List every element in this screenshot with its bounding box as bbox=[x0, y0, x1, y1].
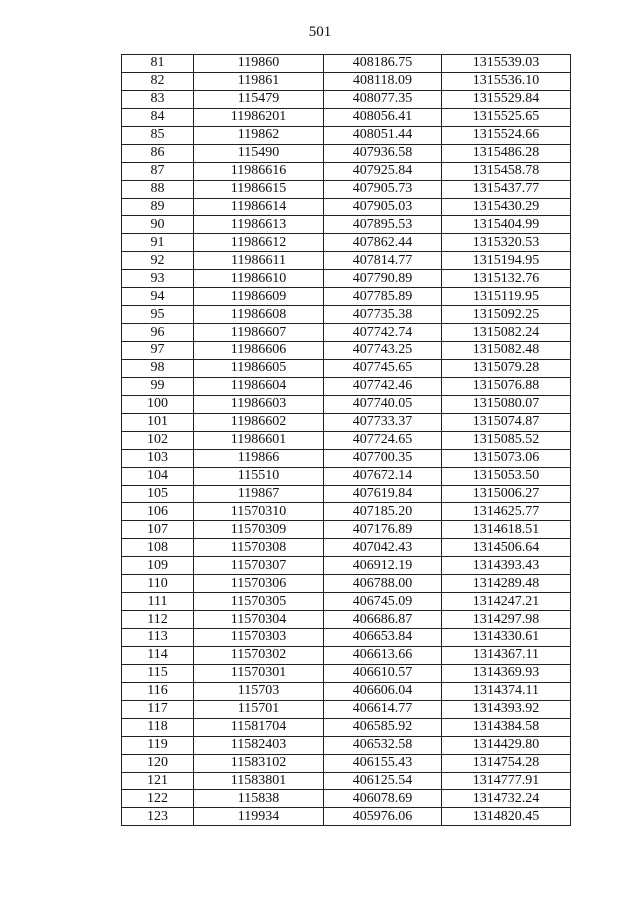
row-number-cell: 84 bbox=[122, 108, 194, 126]
x-coordinate-cell: 406614.77 bbox=[324, 700, 442, 718]
y-coordinate-cell: 1315080.07 bbox=[442, 395, 571, 413]
point-id-cell: 11986616 bbox=[194, 162, 324, 180]
row-number-cell: 99 bbox=[122, 377, 194, 395]
x-coordinate-cell: 407176.89 bbox=[324, 521, 442, 539]
table-row bbox=[122, 431, 571, 449]
point-id-cell: 11986601 bbox=[194, 431, 324, 449]
row-number-cell: 116 bbox=[122, 682, 194, 700]
row-number-cell: 105 bbox=[122, 485, 194, 503]
table-row bbox=[122, 682, 571, 700]
table-row bbox=[122, 55, 571, 73]
x-coordinate-cell: 406585.92 bbox=[324, 718, 442, 736]
y-coordinate-cell: 1315006.27 bbox=[442, 485, 571, 503]
x-coordinate-cell: 408186.75 bbox=[324, 55, 442, 73]
point-id-cell: 11570306 bbox=[194, 575, 324, 593]
point-id-cell: 11986201 bbox=[194, 108, 324, 126]
y-coordinate-cell: 1314777.91 bbox=[442, 772, 571, 790]
table-row bbox=[122, 467, 571, 485]
y-coordinate-cell: 1315073.06 bbox=[442, 449, 571, 467]
y-coordinate-cell: 1315430.29 bbox=[442, 198, 571, 216]
row-number-cell: 114 bbox=[122, 646, 194, 664]
table-row bbox=[122, 790, 571, 808]
point-id-cell: 119860 bbox=[194, 55, 324, 73]
y-coordinate-cell: 1314247.21 bbox=[442, 593, 571, 611]
table-row bbox=[122, 485, 571, 503]
y-coordinate-cell: 1315085.52 bbox=[442, 431, 571, 449]
row-number-cell: 108 bbox=[122, 539, 194, 557]
row-number-cell: 112 bbox=[122, 611, 194, 629]
x-coordinate-cell: 407925.84 bbox=[324, 162, 442, 180]
table-row bbox=[122, 395, 571, 413]
table-row bbox=[122, 521, 571, 539]
table-row bbox=[122, 198, 571, 216]
x-coordinate-cell: 407724.65 bbox=[324, 431, 442, 449]
point-id-cell: 11570301 bbox=[194, 664, 324, 682]
x-coordinate-cell: 405976.06 bbox=[324, 808, 442, 826]
table-row bbox=[122, 377, 571, 395]
row-number-cell: 111 bbox=[122, 593, 194, 611]
x-coordinate-cell: 407905.03 bbox=[324, 198, 442, 216]
x-coordinate-cell: 407745.65 bbox=[324, 359, 442, 377]
table-row bbox=[122, 180, 571, 198]
row-number-cell: 118 bbox=[122, 718, 194, 736]
x-coordinate-cell: 407936.58 bbox=[324, 144, 442, 162]
point-id-cell: 11570309 bbox=[194, 521, 324, 539]
table-row bbox=[122, 108, 571, 126]
point-id-cell: 119934 bbox=[194, 808, 324, 826]
y-coordinate-cell: 1315320.53 bbox=[442, 234, 571, 252]
point-id-cell: 115838 bbox=[194, 790, 324, 808]
point-id-cell: 11986603 bbox=[194, 395, 324, 413]
table-row bbox=[122, 611, 571, 629]
x-coordinate-cell: 408077.35 bbox=[324, 90, 442, 108]
row-number-cell: 107 bbox=[122, 521, 194, 539]
y-coordinate-cell: 1315529.84 bbox=[442, 90, 571, 108]
row-number-cell: 95 bbox=[122, 306, 194, 324]
point-id-cell: 11986602 bbox=[194, 413, 324, 431]
x-coordinate-cell: 407895.53 bbox=[324, 216, 442, 234]
y-coordinate-cell: 1314393.92 bbox=[442, 700, 571, 718]
table-row bbox=[122, 162, 571, 180]
x-coordinate-cell: 406610.57 bbox=[324, 664, 442, 682]
point-id-cell: 119867 bbox=[194, 485, 324, 503]
x-coordinate-cell: 407862.44 bbox=[324, 234, 442, 252]
x-coordinate-cell: 406606.04 bbox=[324, 682, 442, 700]
x-coordinate-cell: 406078.69 bbox=[324, 790, 442, 808]
table-row bbox=[122, 449, 571, 467]
row-number-cell: 91 bbox=[122, 234, 194, 252]
row-number-cell: 110 bbox=[122, 575, 194, 593]
y-coordinate-cell: 1315458.78 bbox=[442, 162, 571, 180]
y-coordinate-cell: 1314732.24 bbox=[442, 790, 571, 808]
x-coordinate-cell: 407733.37 bbox=[324, 413, 442, 431]
point-id-cell: 11986613 bbox=[194, 216, 324, 234]
row-number-cell: 122 bbox=[122, 790, 194, 808]
row-number-cell: 87 bbox=[122, 162, 194, 180]
row-number-cell: 90 bbox=[122, 216, 194, 234]
point-id-cell: 11986614 bbox=[194, 198, 324, 216]
y-coordinate-cell: 1315082.24 bbox=[442, 324, 571, 342]
y-coordinate-cell: 1314297.98 bbox=[442, 611, 571, 629]
row-number-cell: 86 bbox=[122, 144, 194, 162]
row-number-cell: 117 bbox=[122, 700, 194, 718]
y-coordinate-cell: 1315524.66 bbox=[442, 126, 571, 144]
x-coordinate-cell: 407700.35 bbox=[324, 449, 442, 467]
row-number-cell: 101 bbox=[122, 413, 194, 431]
point-id-cell: 119866 bbox=[194, 449, 324, 467]
y-coordinate-cell: 1315079.28 bbox=[442, 359, 571, 377]
point-id-cell: 115701 bbox=[194, 700, 324, 718]
y-coordinate-cell: 1315092.25 bbox=[442, 306, 571, 324]
x-coordinate-cell: 407790.89 bbox=[324, 270, 442, 288]
row-number-cell: 89 bbox=[122, 198, 194, 216]
point-id-cell: 11582403 bbox=[194, 736, 324, 754]
point-id-cell: 115479 bbox=[194, 90, 324, 108]
table-row bbox=[122, 575, 571, 593]
point-id-cell: 11986606 bbox=[194, 342, 324, 360]
row-number-cell: 97 bbox=[122, 342, 194, 360]
y-coordinate-cell: 1314374.11 bbox=[442, 682, 571, 700]
y-coordinate-cell: 1315539.03 bbox=[442, 55, 571, 73]
table-row bbox=[122, 252, 571, 270]
table-row bbox=[122, 539, 571, 557]
y-coordinate-cell: 1315437.77 bbox=[442, 180, 571, 198]
table-row bbox=[122, 90, 571, 108]
y-coordinate-cell: 1314393.43 bbox=[442, 557, 571, 575]
x-coordinate-cell: 407185.20 bbox=[324, 503, 442, 521]
row-number-cell: 102 bbox=[122, 431, 194, 449]
x-coordinate-cell: 407785.89 bbox=[324, 288, 442, 306]
row-number-cell: 81 bbox=[122, 55, 194, 73]
point-id-cell: 119862 bbox=[194, 126, 324, 144]
point-id-cell: 115510 bbox=[194, 467, 324, 485]
row-number-cell: 120 bbox=[122, 754, 194, 772]
table-row bbox=[122, 646, 571, 664]
table-row bbox=[122, 270, 571, 288]
y-coordinate-cell: 1315525.65 bbox=[442, 108, 571, 126]
x-coordinate-cell: 407042.43 bbox=[324, 539, 442, 557]
table-row bbox=[122, 234, 571, 252]
y-coordinate-cell: 1314384.58 bbox=[442, 718, 571, 736]
x-coordinate-cell: 407672.14 bbox=[324, 467, 442, 485]
point-id-cell: 11986607 bbox=[194, 324, 324, 342]
table-row bbox=[122, 216, 571, 234]
x-coordinate-cell: 408056.41 bbox=[324, 108, 442, 126]
row-number-cell: 115 bbox=[122, 664, 194, 682]
point-id-cell: 11570310 bbox=[194, 503, 324, 521]
point-id-cell: 119861 bbox=[194, 72, 324, 90]
row-number-cell: 92 bbox=[122, 252, 194, 270]
row-number-cell: 96 bbox=[122, 324, 194, 342]
point-id-cell: 115490 bbox=[194, 144, 324, 162]
x-coordinate-cell: 407905.73 bbox=[324, 180, 442, 198]
row-number-cell: 100 bbox=[122, 395, 194, 413]
point-id-cell: 11986604 bbox=[194, 377, 324, 395]
y-coordinate-cell: 1315074.87 bbox=[442, 413, 571, 431]
table-row bbox=[122, 808, 571, 826]
x-coordinate-cell: 408118.09 bbox=[324, 72, 442, 90]
table-row bbox=[122, 144, 571, 162]
x-coordinate-cell: 408051.44 bbox=[324, 126, 442, 144]
table-row bbox=[122, 664, 571, 682]
x-coordinate-cell: 407619.84 bbox=[324, 485, 442, 503]
x-coordinate-cell: 407742.46 bbox=[324, 377, 442, 395]
point-id-cell: 115703 bbox=[194, 682, 324, 700]
point-id-cell: 11570305 bbox=[194, 593, 324, 611]
point-id-cell: 11986609 bbox=[194, 288, 324, 306]
y-coordinate-cell: 1314367.11 bbox=[442, 646, 571, 664]
table-row bbox=[122, 700, 571, 718]
table-row bbox=[122, 342, 571, 360]
table-row bbox=[122, 718, 571, 736]
point-id-cell: 11570302 bbox=[194, 646, 324, 664]
row-number-cell: 123 bbox=[122, 808, 194, 826]
y-coordinate-cell: 1314289.48 bbox=[442, 575, 571, 593]
row-number-cell: 104 bbox=[122, 467, 194, 485]
table-row bbox=[122, 736, 571, 754]
y-coordinate-cell: 1314506.64 bbox=[442, 539, 571, 557]
row-number-cell: 85 bbox=[122, 126, 194, 144]
row-number-cell: 94 bbox=[122, 288, 194, 306]
table-row bbox=[122, 772, 571, 790]
point-id-cell: 11986615 bbox=[194, 180, 324, 198]
row-number-cell: 82 bbox=[122, 72, 194, 90]
point-id-cell: 11570304 bbox=[194, 611, 324, 629]
y-coordinate-cell: 1315132.76 bbox=[442, 270, 571, 288]
table-row bbox=[122, 306, 571, 324]
y-coordinate-cell: 1314618.51 bbox=[442, 521, 571, 539]
y-coordinate-cell: 1314429.80 bbox=[442, 736, 571, 754]
x-coordinate-cell: 406125.54 bbox=[324, 772, 442, 790]
y-coordinate-cell: 1315536.10 bbox=[442, 72, 571, 90]
row-number-cell: 119 bbox=[122, 736, 194, 754]
table-row bbox=[122, 324, 571, 342]
point-id-cell: 11581704 bbox=[194, 718, 324, 736]
point-id-cell: 11570303 bbox=[194, 629, 324, 647]
x-coordinate-cell: 406788.00 bbox=[324, 575, 442, 593]
point-id-cell: 11986605 bbox=[194, 359, 324, 377]
table-row bbox=[122, 557, 571, 575]
y-coordinate-cell: 1315053.50 bbox=[442, 467, 571, 485]
y-coordinate-cell: 1314369.93 bbox=[442, 664, 571, 682]
x-coordinate-cell: 406686.87 bbox=[324, 611, 442, 629]
table-row bbox=[122, 359, 571, 377]
x-coordinate-cell: 406532.58 bbox=[324, 736, 442, 754]
y-coordinate-cell: 1315076.88 bbox=[442, 377, 571, 395]
point-id-cell: 11986612 bbox=[194, 234, 324, 252]
row-number-cell: 93 bbox=[122, 270, 194, 288]
x-coordinate-cell: 406613.66 bbox=[324, 646, 442, 664]
y-coordinate-cell: 1315194.95 bbox=[442, 252, 571, 270]
x-coordinate-cell: 407814.77 bbox=[324, 252, 442, 270]
coordinates-table bbox=[121, 54, 571, 826]
point-id-cell: 11986610 bbox=[194, 270, 324, 288]
y-coordinate-cell: 1314625.77 bbox=[442, 503, 571, 521]
row-number-cell: 103 bbox=[122, 449, 194, 467]
x-coordinate-cell: 406912.19 bbox=[324, 557, 442, 575]
y-coordinate-cell: 1315404.99 bbox=[442, 216, 571, 234]
table-row bbox=[122, 126, 571, 144]
row-number-cell: 121 bbox=[122, 772, 194, 790]
point-id-cell: 11570307 bbox=[194, 557, 324, 575]
x-coordinate-cell: 406653.84 bbox=[324, 629, 442, 647]
point-id-cell: 11986611 bbox=[194, 252, 324, 270]
y-coordinate-cell: 1314754.28 bbox=[442, 754, 571, 772]
table-row bbox=[122, 503, 571, 521]
table-row bbox=[122, 754, 571, 772]
y-coordinate-cell: 1315082.48 bbox=[442, 342, 571, 360]
table-row bbox=[122, 413, 571, 431]
row-number-cell: 113 bbox=[122, 629, 194, 647]
table-row bbox=[122, 72, 571, 90]
x-coordinate-cell: 407740.05 bbox=[324, 395, 442, 413]
y-coordinate-cell: 1314820.45 bbox=[442, 808, 571, 826]
point-id-cell: 11583102 bbox=[194, 754, 324, 772]
table-body bbox=[122, 55, 571, 826]
page-number: 501 bbox=[308, 24, 332, 40]
table-row bbox=[122, 288, 571, 306]
table-row bbox=[122, 593, 571, 611]
x-coordinate-cell: 407735.38 bbox=[324, 306, 442, 324]
row-number-cell: 109 bbox=[122, 557, 194, 575]
row-number-cell: 83 bbox=[122, 90, 194, 108]
row-number-cell: 88 bbox=[122, 180, 194, 198]
x-coordinate-cell: 406155.43 bbox=[324, 754, 442, 772]
x-coordinate-cell: 407742.74 bbox=[324, 324, 442, 342]
row-number-cell: 98 bbox=[122, 359, 194, 377]
point-id-cell: 11986608 bbox=[194, 306, 324, 324]
y-coordinate-cell: 1314330.61 bbox=[442, 629, 571, 647]
row-number-cell: 106 bbox=[122, 503, 194, 521]
y-coordinate-cell: 1315119.95 bbox=[442, 288, 571, 306]
y-coordinate-cell: 1315486.28 bbox=[442, 144, 571, 162]
x-coordinate-cell: 407743.25 bbox=[324, 342, 442, 360]
point-id-cell: 11583801 bbox=[194, 772, 324, 790]
point-id-cell: 11570308 bbox=[194, 539, 324, 557]
x-coordinate-cell: 406745.09 bbox=[324, 593, 442, 611]
table-row bbox=[122, 629, 571, 647]
